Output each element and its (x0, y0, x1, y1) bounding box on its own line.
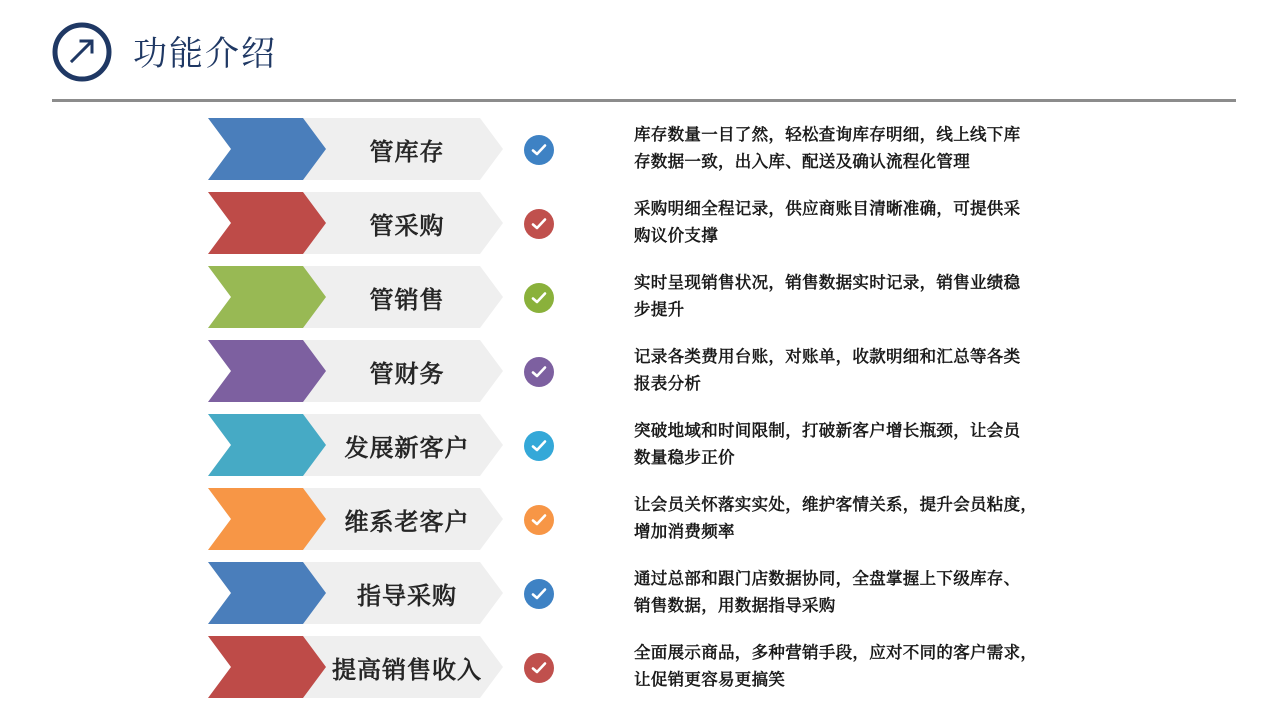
desc-line-1: 采购明细全程记录，供应商账目清晰准确，可提供采 (634, 200, 1021, 218)
banner-chevron (208, 488, 326, 550)
desc-line-1: 库存数量一目了然，轻松查询库存明细，线上线下库 (634, 126, 1021, 144)
list-item (0, 488, 1281, 562)
banner-chevron (208, 118, 326, 180)
feature-description (634, 566, 1164, 620)
desc-line-1: 实时呈现销售状况，销售数据实时记录，销售业绩稳 (634, 274, 1021, 292)
desc-line-1: 突破地域和时间限制，打破新客户增长瓶颈，让会员 (634, 422, 1021, 440)
feature-banner[interactable] (208, 266, 503, 328)
banner-chevron (208, 192, 326, 254)
arrow-circle-icon (52, 22, 112, 82)
feature-banner[interactable] (208, 414, 503, 476)
check-circle-icon (524, 135, 554, 165)
feature-description (634, 270, 1164, 324)
desc-line-1: 记录各类费用台账，对账单，收款明细和汇总等各类 (634, 348, 1021, 366)
feature-description (634, 418, 1164, 472)
check-circle-icon (524, 653, 554, 683)
desc-line-2: 报表分析 (634, 375, 702, 393)
feature-banner[interactable] (208, 192, 503, 254)
feature-label: 提高销售收入 (332, 656, 482, 684)
check-circle-icon (524, 283, 554, 313)
desc-line-1: 通过总部和跟门店数据协同，全盘掌握上下级库存、 (634, 570, 1021, 588)
list-item (0, 562, 1281, 636)
list-item (0, 414, 1281, 488)
desc-line-1: 全面展示商品，多种营销手段，应对不同的客户需求， (634, 644, 1038, 662)
feature-banner[interactable] (208, 340, 503, 402)
desc-line-1: 让会员关怀落实实处，维护客情关系，提升会员粘度， (634, 496, 1038, 514)
list-item (0, 118, 1281, 192)
feature-banner[interactable] (208, 118, 503, 180)
banner-chevron (208, 340, 326, 402)
banner-chevron (208, 414, 326, 476)
feature-list (0, 118, 1281, 710)
banner-chevron (208, 636, 326, 698)
feature-description (634, 492, 1164, 546)
desc-line-2: 数量稳步正价 (634, 449, 735, 467)
feature-label: 发展新客户 (344, 434, 470, 462)
list-item (0, 192, 1281, 266)
feature-banner[interactable] (208, 562, 503, 624)
page-title: 功能介绍 (133, 35, 277, 73)
check-circle-icon (524, 209, 554, 239)
check-circle-icon (524, 505, 554, 535)
feature-banner[interactable] (208, 636, 503, 698)
banner-chevron (208, 562, 326, 624)
header-divider (52, 99, 1236, 102)
feature-label: 管销售 (369, 286, 445, 314)
check-circle-icon (524, 431, 554, 461)
feature-description (634, 344, 1164, 398)
desc-line-2: 销售数据，用数据指导采购 (634, 597, 836, 615)
feature-label: 指导采购 (357, 582, 457, 610)
desc-line-2: 步提升 (634, 301, 685, 319)
slide-header (0, 0, 1281, 102)
feature-description (634, 640, 1164, 694)
desc-line-2: 让促销更容易更搞笑 (634, 671, 786, 689)
feature-label: 维系老客户 (344, 508, 470, 536)
check-circle-icon (524, 579, 554, 609)
feature-label: 管库存 (369, 138, 445, 166)
feature-label: 管财务 (369, 360, 445, 388)
banner-chevron (208, 266, 326, 328)
list-item (0, 340, 1281, 414)
feature-description (634, 196, 1164, 250)
desc-line-2: 购议价支撑 (634, 227, 718, 245)
feature-label: 管采购 (369, 212, 445, 240)
feature-banner[interactable] (208, 488, 503, 550)
list-item (0, 266, 1281, 340)
feature-description (634, 122, 1164, 176)
desc-line-2: 存数据一致，出入库、配送及确认流程化管理 (634, 153, 970, 171)
list-item (0, 636, 1281, 710)
desc-line-2: 增加消费频率 (634, 523, 735, 541)
check-circle-icon (524, 357, 554, 387)
